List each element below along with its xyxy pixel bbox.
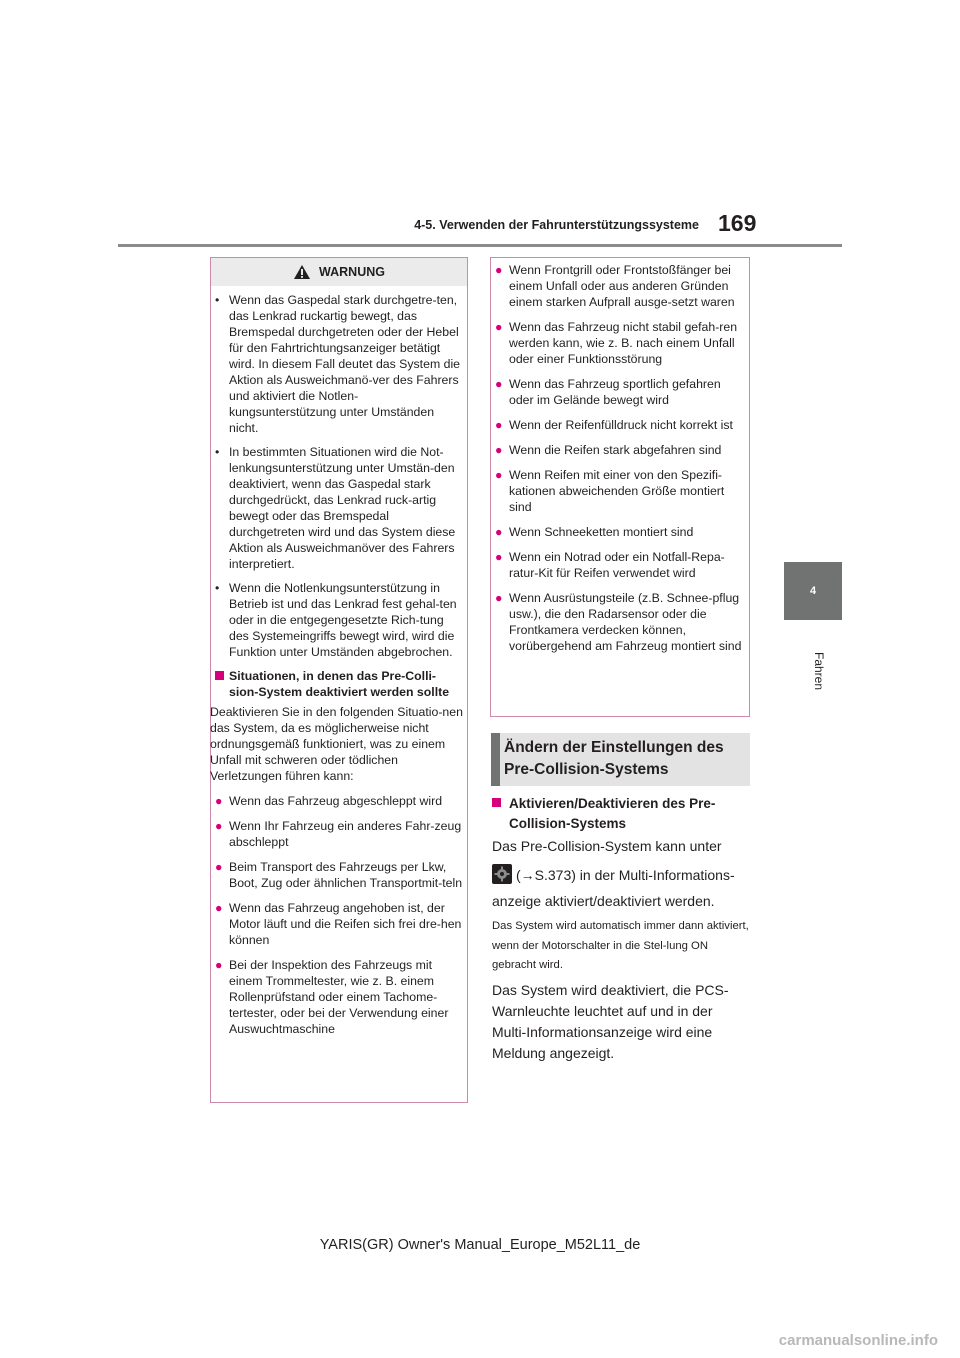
circle-bullet-icon: ●	[495, 377, 503, 391]
list-item: ● Wenn das Fahrzeug nicht stabil gefah-ren werden kann, wie z. B. nach einem Unfall oder einer Funktionsstörung	[495, 320, 738, 366]
warning-content	[210, 292, 463, 1046]
footer: YARIS(GR) Owner's Manual_Europe_M52L11_de	[319, 1237, 641, 1253]
list-item: ● Wenn das Fahrzeug angehoben ist, der Motor läuft und die Reifen sich frei dre-hen können	[215, 901, 462, 947]
settings-note: Das System wird automatisch immer dann aktiviert, wenn der Motorschalter in die Stel-lung ON gebracht wird.	[492, 920, 749, 971]
continued-warning-content	[495, 262, 743, 663]
square-bullet-icon	[215, 671, 224, 680]
circle-bullet-icon: ●	[215, 901, 223, 915]
circle-bullet-icon: ●	[495, 443, 503, 457]
square-bullet-icon	[492, 798, 501, 807]
list-item: ● Wenn das Fahrzeug sportlich gefahren oder im Gelände bewegt wird	[495, 377, 721, 407]
list-item: ● Wenn Ihr Fahrzeug ein anderes Fahr-zeug abschleppt	[215, 819, 462, 849]
list-item: ● Wenn Frontgrill oder Frontstoßfänger bei einem Unfall oder aus anderen Gründen einem starken Aufprall ausge-setzt waren	[495, 263, 735, 309]
settings-heading-bar	[491, 733, 500, 786]
settings-gear-icon	[492, 864, 512, 884]
page-number: 169	[718, 210, 757, 236]
circle-bullet-icon: ●	[495, 468, 503, 482]
circle-bullet-icon: ●	[495, 550, 503, 564]
list-item: ● Wenn Reifen mit einer von den Spezifi-kationen abweichenden Größe montiert sind	[495, 468, 725, 514]
settings-line-1: Das Pre-Collision-System kann unter	[492, 838, 722, 854]
settings-heading: Ändern der Einstellungen des Pre-Collision-Systems	[504, 739, 724, 778]
circle-bullet-icon: ●	[495, 525, 503, 539]
circle-bullet-icon: ●	[495, 418, 503, 432]
list-item: ● Wenn Ausrüstungsteile (z.B. Schnee-pflug usw.), die den Radarsensor oder die Frontkamera verdecken können, vorübergehend am Fahrzeug montiert sind	[495, 591, 742, 653]
circle-bullet-icon: ●	[215, 958, 223, 972]
list-item: ● Wenn ein Notrad oder ein Notfall-Repa-ratur-Kit für Reifen verwendet wird	[495, 550, 725, 580]
settings-line-3: anzeige aktiviert/deaktiviert werden.	[492, 893, 715, 909]
watermark: carmanualsonline.info	[778, 1332, 938, 1349]
settings-line-2: (→S.373) in der Multi-Informations-	[516, 867, 735, 883]
chapter-number: 4	[809, 585, 817, 597]
circle-bullet-icon: ●	[495, 320, 503, 334]
circle-bullet-icon: ●	[215, 860, 223, 874]
list-item: ● Wenn der Reifenfülldruck nicht korrekt ist	[495, 418, 733, 432]
warning-bullet: • In bestimmten Situationen wird die Not-lenkungsunterstützung unter Umstän-den deaktiviert, wenn das Gaspedal stark durchgedrückt, das Lenkrad ruck-artig bewegt oder das Bremspedal durchgetreten wird und das System diese Aktion als Ausweichmanöver des Fahrers interpretiert.	[215, 445, 456, 571]
section-title: 4-5. Verwenden der Fahrunterstützungssysteme	[414, 218, 699, 232]
chapter-tab[interactable]	[784, 562, 842, 620]
warning-triangle-icon	[293, 264, 311, 280]
warning-header	[211, 258, 467, 286]
circle-bullet-icon: ●	[495, 591, 503, 605]
warning-intro: Deaktivieren Sie in den folgenden Situatio-nen das System, da es möglicherweise nicht ordnungsgemäß funktioniert, was zu einem Unfall mit schweren oder tödlichen Verletzungen führen kann:	[210, 705, 463, 783]
list-item: ● Wenn das Fahrzeug abgeschleppt wird	[215, 794, 443, 808]
list-item: ● Bei der Inspektion des Fahrzeugs mit einem Trommeltester, wie z. B. einem Rollenprüfstand oder einem Tachome-tertester, oder bei der Verwendung einer Auswuchtmaschine	[215, 958, 449, 1036]
chapter-label: Fahren	[812, 652, 826, 691]
circle-bullet-icon: ●	[215, 794, 223, 808]
circle-bullet-icon: ●	[215, 819, 223, 833]
warning-title: WARNUNG	[319, 265, 385, 279]
warning-bullet: • Wenn die Notlenkungsunterstützung in Betrieb ist und das Lenkrad fest gehal-ten oder in die entgegengesetzte Rich-tung des Systemeingriffs bewegt wird, wird die Funktion unter Umständen abgebrochen.	[215, 581, 457, 659]
settings-body: Das System wird deaktiviert, die PCS-Warnleuchte leuchtet auf und in der Multi-Informationsanzeige wird eine Meldung angezeigt.	[492, 982, 729, 1061]
circle-bullet-icon: ●	[495, 263, 503, 277]
header-rule	[118, 244, 842, 247]
list-item: ● Beim Transport des Fahrzeugs per Lkw, Boot, Zug oder ähnlichen Transportmit-teln	[215, 860, 463, 890]
warning-bullet: • Wenn das Gaspedal stark durchgetre-ten, das Lenkrad ruckartig bewegt, das Bremspedal durchgetreten oder der Hebel für den Fahrtrichtungsanzeiger betätigt wird. In diesem Fall deutet das System die Aktion als Ausweichmanö-ver des Fahrers und aktiviert die Notlen-kungsunterstützung unter Umständen nicht.	[215, 293, 461, 435]
warning-subheading: Situationen, in denen das Pre-Colli-sion-System deaktiviert werden sollte	[215, 668, 463, 700]
settings-subheading: Aktivieren/Deaktivieren des Pre-Collision-Systems	[492, 794, 750, 834]
settings-line-2-row	[492, 864, 750, 886]
list-item: ● Wenn die Reifen stark abgefahren sind	[495, 443, 722, 457]
list-item: ● Wenn Schneeketten montiert sind	[495, 525, 694, 539]
